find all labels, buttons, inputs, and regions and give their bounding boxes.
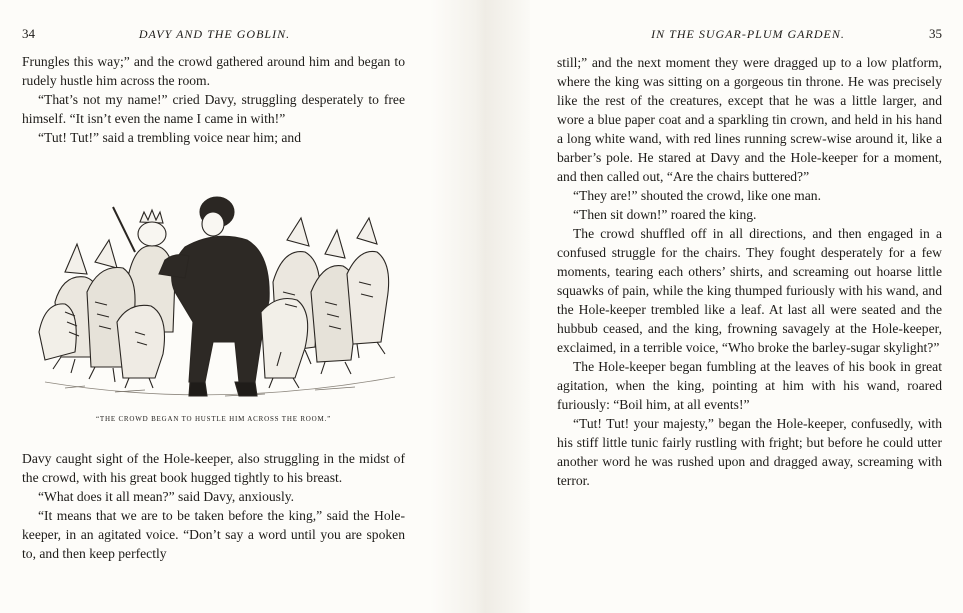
left-bottom-text	[22, 449, 405, 563]
right-text	[557, 53, 942, 490]
crowd-illustration	[25, 182, 405, 410]
left-running-head	[22, 27, 407, 43]
paragraph: The Hole-keeper began fumbling at the leaves of his book in great agitation, when the king, pointing at him with his wand, roared furiously: “Boil him, at all events!”	[557, 359, 942, 412]
left-page	[0, 0, 430, 613]
paragraph: “They are!” shouted the crowd, like one man.	[573, 188, 821, 203]
paragraph: The crowd shuffled off in all directions, and then engaged in a confused struggle for the chairs. They fought desperately for a few moments, tearing each others’ shirts, and screaming out hoarse little squawks of pain, while the king thumped furiously with his wand, and the Hole-keeper trembled like a leaf. At last all were seated and the hubbub ceased, and the king, frowning savagely at the Hole-keeper, exclaimed, in a terrible voice, “Who broke the barley-sugar skylight?”	[557, 226, 942, 355]
paragraph: “Tut! Tut!” said a trembling voice near him; and	[38, 130, 302, 145]
right-page	[530, 0, 963, 613]
paragraph: still;” and the next moment they were dragged up to a low platform, where the king was sitting on a gorgeous tin throne. He was precisely like the rest of the creatures, except that he was a little larger, and wore a blue paper coat and a sparkling tin crown, and held in his hand a long white wand, with red lines running screw-wise around it, like a barber’s pole. He stared at Davy and the Hole-keeper for a moment, and then called out, “Are the chairs buttered?”	[557, 55, 942, 184]
paragraph: “Tut! Tut! your majesty,” began the Hole-keeper, confusedly, with his stiff little tunic fairly rustling with fright; but before he could utter another word he was rushed upon and dragged away, screaming with terror.	[557, 416, 942, 488]
paragraph: Frungles this way;” and the crowd gathered around him and began to rudely hustle him across the room.	[22, 54, 405, 88]
left-running-title: DAVY AND THE GOBLIN.	[138, 27, 291, 41]
paragraph: “That’s not my name!” cried Davy, struggling desperately to free himself. “It isn’t even the name I came in with!”	[22, 92, 405, 126]
right-running-head	[554, 27, 942, 43]
paragraph: Davy caught sight of the Hole-keeper, also struggling in the midst of the crowd, with his great book hugged tightly to his breast.	[22, 451, 405, 485]
paragraph: “It means that we are to be taken before the king,” said the Hole-keeper, in an agitated voice. “Don’t say a word until you are spoken to, and then keep perfectly	[22, 508, 405, 561]
paragraph: “Then sit down!” roared the king.	[573, 207, 757, 222]
right-page-number: 35	[929, 26, 942, 41]
illustration-caption: “THE CROWD BEGAN TO HUSTLE HIM ACROSS THE ROOM.”	[96, 415, 331, 423]
paragraph: “What does it all mean?” said Davy, anxiously.	[38, 489, 295, 504]
left-page-number: 34	[22, 26, 35, 41]
right-running-title: IN THE SUGAR-PLUM GARDEN.	[651, 27, 845, 41]
left-top-text	[22, 52, 405, 147]
book-gutter	[430, 0, 530, 613]
